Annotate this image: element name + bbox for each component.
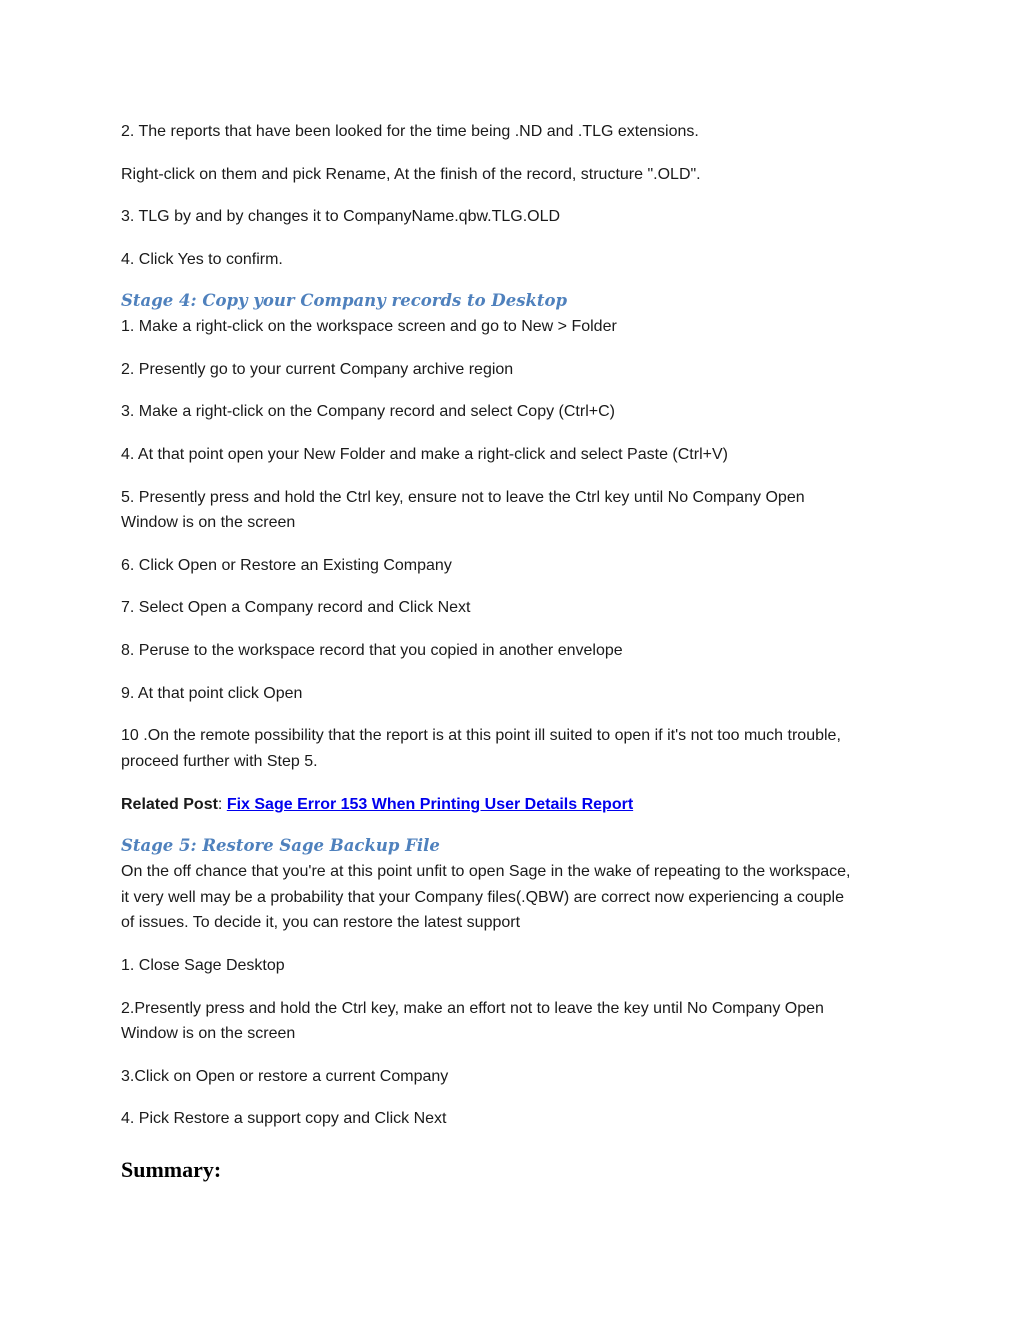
stage5-heading: Stage 5: Restore Sage Backup File: [121, 836, 440, 855]
stage4-step-7: 7. Select Open a Company record and Click Next: [121, 599, 471, 616]
stage4-step-10: 10 .On the remote possibility that the report is at this point ill suited to open if it's not too much trouble,: [121, 727, 841, 744]
related-post-link[interactable]: Fix Sage Error 153 When Printing User Details Report: [226, 796, 634, 813]
stage4-step-8: 8. Peruse to the workspace record that you copied in another envelope: [121, 642, 623, 659]
intro-line-1: 2. The reports that have been looked for the time being .ND and .TLG extensions.: [121, 123, 699, 140]
stage4-step-4: 4. At that point open your New Folder and make a right-click and select Paste (Ctrl+V): [121, 446, 728, 463]
stage4-step-3: 3. Make a right-click on the Company record and select Copy (Ctrl+C): [121, 403, 615, 420]
stage4-step-1: 1. Make a right-click on the workspace screen and go to New > Folder: [121, 318, 617, 335]
related-post-label: Related Post: [121, 796, 218, 813]
intro-line-3: 3. TLG by and by changes it to CompanyName.qbw.TLG.OLD: [121, 208, 561, 225]
related-post-separator: :: [217, 796, 227, 813]
stage5-step-3: 3.Click on Open or restore a current Company: [121, 1068, 449, 1085]
stage4-step-6: 6. Click Open or Restore an Existing Company: [121, 557, 452, 574]
stage4-heading: Stage 4: Copy your Company records to Desktop: [121, 291, 568, 310]
stage5-step-4: 4. Pick Restore a support copy and Click Next: [121, 1110, 447, 1127]
stage5-paragraph-line-1: On the off chance that you're at this point unfit to open Sage in the wake of repeating to the workspace,: [121, 863, 851, 880]
stage4-step-5: 5. Presently press and hold the Ctrl key, ensure not to leave the Ctrl key until No Company Open: [121, 489, 805, 506]
stage5-step-2-cont: Window is on the screen: [121, 1025, 296, 1042]
stage4-step-10-cont: proceed further with Step 5.: [121, 753, 318, 770]
stage4-step-5-cont: Window is on the screen: [121, 514, 296, 531]
stage5-paragraph-line-2: it very well may be a probability that your Company files(.QBW) are correct now experiencing a couple: [121, 889, 844, 906]
summary-heading: Summary:: [121, 1157, 222, 1182]
related-post: [121, 796, 633, 814]
stage5-paragraph-line-3: of issues. To decide it, you can restore the latest support: [121, 914, 521, 931]
stage5-step-1: 1. Close Sage Desktop: [121, 957, 285, 974]
intro-line-4: 4. Click Yes to confirm.: [121, 251, 283, 268]
intro-line-2: Right-click on them and pick Rename, At the finish of the record, structure ".OLD".: [121, 166, 701, 183]
stage4-step-9: 9. At that point click Open: [121, 685, 303, 702]
stage5-step-2: 2.Presently press and hold the Ctrl key, make an effort not to leave the key until No Company Open: [121, 1000, 824, 1017]
stage4-step-2: 2. Presently go to your current Company archive region: [121, 361, 514, 378]
